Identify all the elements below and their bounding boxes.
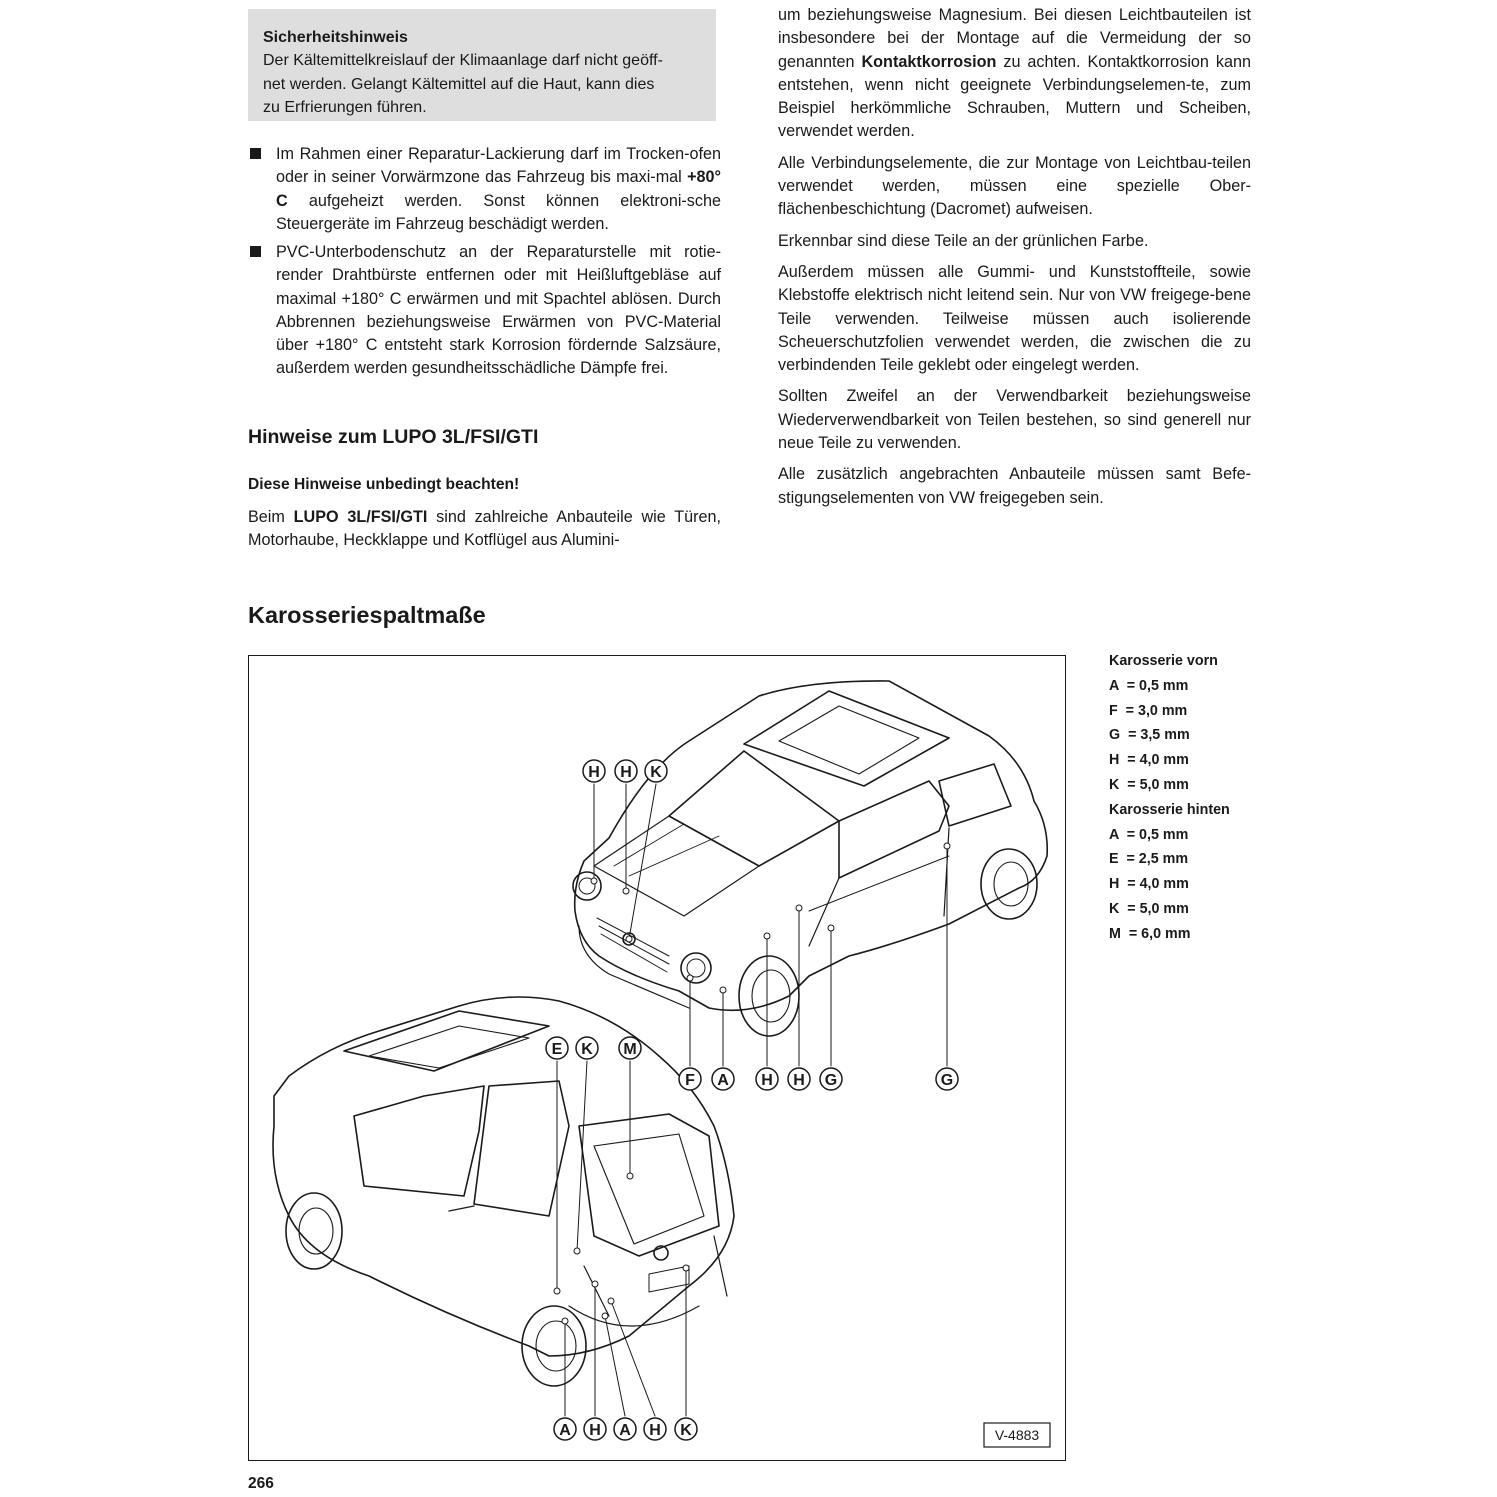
callout-label: A [717,1072,729,1089]
legend-row: A = 0,5 mm [1109,677,1189,694]
safety-note-line: Der Kältemittelkreislauf der Klimaanlage darf nicht geöff- [263,52,663,70]
legend-row: H = 4,0 mm [1109,876,1189,893]
lupo-subheading: Diese Hinweise unbedingt beachten! [248,476,520,493]
callout-label: G [940,1072,954,1089]
callout-label: H [649,1422,661,1439]
legend-row: G = 3,5 mm [1109,727,1190,744]
callout-label: H [588,764,600,781]
safety-note [248,9,716,121]
gap-legend [1109,649,1230,947]
bullet-text: Im Rahmen einer Reparatur-Lackierung darf im Trocken-ofen oder in seiner Vorwärmzone das Fahrzeug bis maxi-mal +80° C aufgeheizt werden. Sonst können elektroni-sche Steuergeräte im Fahrzeug beschädigt werden. [276,145,721,233]
bullet-item [248,241,721,381]
legend-row: M = 6,0 mm [1109,925,1191,942]
legend-row: K = 5,0 mm [1109,776,1189,793]
legend-row: E = 2,5 mm [1109,851,1189,868]
section-heading: Karosseriespaltmaße [248,602,486,628]
paragraph: Erkennbar sind diese Teile an der grünlichen Farbe. [778,231,1149,250]
lupo-paragraph: Beim LUPO 3L/FSI/GTI sind zahlreiche Anbauteile wie Türen, Motorhaube, Heckklappe und Kotflügel aus Alumini- [248,508,722,550]
legend-title-front: Karosserie vorn [1109,653,1218,669]
paragraph: um beziehungsweise Magnesium. Bei diesen Leichtbauteilen ist insbesondere bei der Montage auf die Vermeidung der so genannten Kontaktkorrosion zu achten. Kontaktkorrosion kann entstehen, wenn nicht geeignete Verbindungselemen-te, zum Beispiel herkömmliche Schrauben, Muttern und Scheiben, verwendet werden. [778,6,1251,141]
legend-row: F = 3,0 mm [1109,702,1188,719]
safety-note-line: zu Erfrierungen führen. [263,98,427,116]
paragraph: Alle zusätzlich angebrachten Anbauteile müssen samt Befe-stigungselementen von VW freigegeben sein. [778,465,1251,507]
figure-code: V-4883 [994,1427,1040,1443]
legend-title-rear: Karosserie hinten [1109,801,1230,818]
callout-label: H [589,1422,601,1439]
right-column [778,4,1251,518]
safety-note-line: net werden. Gelangt Kältemittel auf die Haut, kann dies [263,75,655,93]
safety-note-title: Sicherheitshinweis [263,29,408,46]
callout-label: H [761,1072,773,1089]
callout-label: F [685,1072,695,1089]
callout-lines [557,784,947,1416]
callout-label: K [680,1422,692,1439]
legend-row: K = 5,0 mm [1109,900,1189,917]
paragraph: Alle Verbindungselemente, die zur Montage von Leichtbau-teilen verwendet werden, müssen eine spezielle Ober-flächenbeschichtung (Dacromet) aufweisen. [778,153,1251,219]
callout-label: M [623,1041,637,1058]
car-diagram [249,656,1064,1459]
callout-label: A [559,1422,571,1439]
callout-label: K [650,764,662,781]
callout-label: E [551,1041,563,1058]
callout-label: H [793,1072,805,1089]
bullet-item [248,143,721,236]
bullet-square-icon [250,246,261,257]
paragraph: Sollten Zweifel an der Verwendbarkeit beziehungsweise Wiederverwendbarkeit von Teilen bestehen, so sind generell nur neue Teile zu verwenden. [778,387,1251,453]
callout-dots [551,843,950,1324]
legend-row: H = 4,0 mm [1109,752,1189,769]
callout-label: K [581,1041,593,1058]
callout-label: G [824,1072,838,1089]
legend-row: A = 0,5 mm [1109,826,1189,843]
bullet-square-icon [250,148,261,159]
lupo-heading: Hinweise zum LUPO 3L/FSI/GTI [248,426,539,448]
callout-label: H [620,764,632,781]
paragraph: Außerdem müssen alle Gummi- und Kunststoffteile, sowie Klebstoffe elektrisch nicht leitend sein. Nur von VW freigege-bene Teile verwenden. Teilweise müssen auch isolierende Scheuerschutzfolien verwendet werden, die zwischen die zu verbindenden Teile geklebt oder eingelegt werden. [778,262,1251,375]
front-car-illustration [573,681,1047,1036]
callout-label: A [619,1422,631,1439]
page-number: 266 [248,1475,274,1492]
rear-car-illustration [273,997,734,1386]
figure-frame [248,655,1066,1461]
bullet-text: PVC-Unterbodenschutz an der Reparaturstelle mit rotie-render Drahtbürste entfernen oder mit Heißluftgebläse auf maximal +180° C erwärmen und mit Spachtel ablösen. Durch Abbrennen beziehungsweise Erwärmen von PVC-Material über +180° C entsteht stark Korrosion fördernde Salzsäure, außerdem werden gesundheitsschädliche Dämpfe frei. [276,243,721,378]
